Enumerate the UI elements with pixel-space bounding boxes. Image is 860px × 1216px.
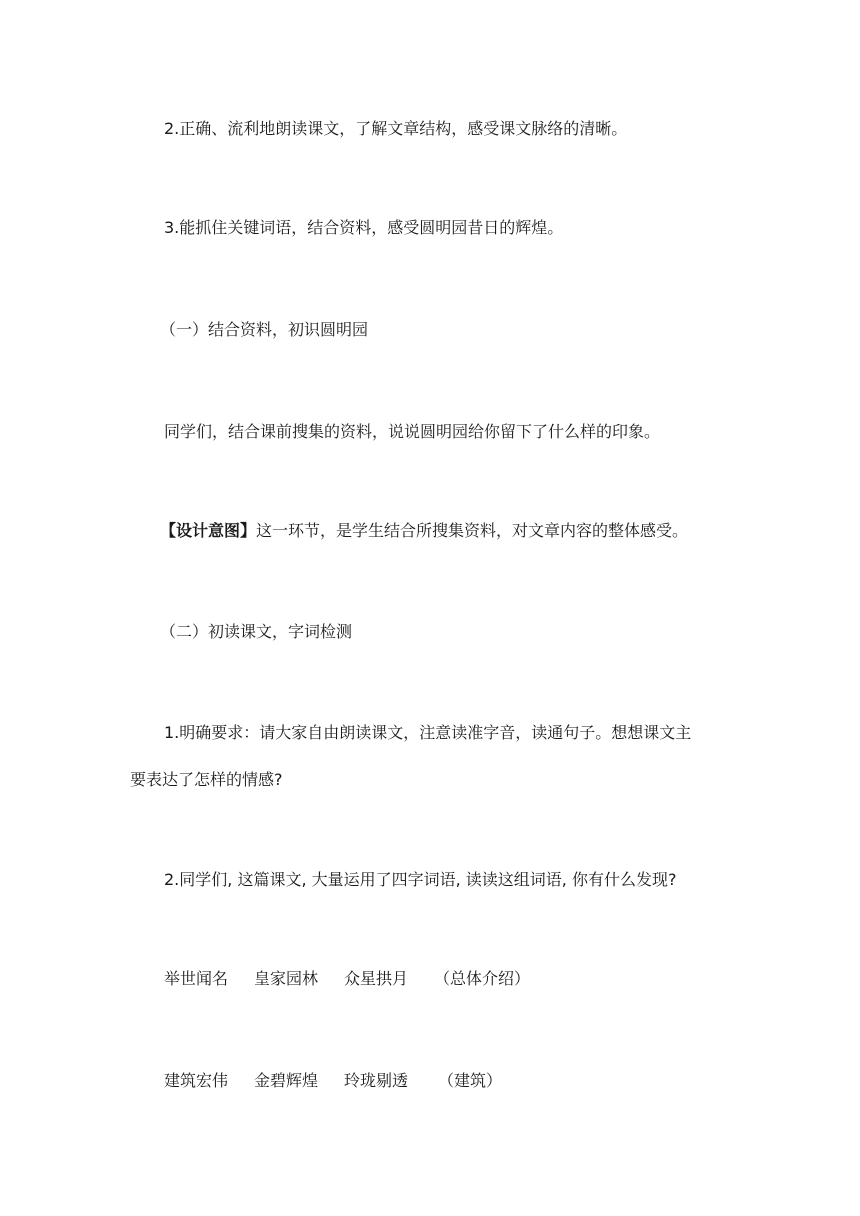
design-intent-label: 【设计意图】 xyxy=(160,521,257,540)
word-group-1 xyxy=(164,969,530,989)
objective-3: 3.能抓住关键词语，结合资料，感受圆明园昔日的辉煌。 xyxy=(164,218,564,237)
word: 举世闻名 xyxy=(164,969,229,988)
word: 众星拱月 xyxy=(344,969,409,988)
section-heading-1: （一）结合资料，初识圆明园 xyxy=(160,320,369,339)
question-line: 2.同学们, 这篇课文, 大量运用了四字词语, 读读这组词语, 你有什么发现? xyxy=(164,870,677,889)
word-group-note: （总体介绍） xyxy=(434,969,531,988)
word-group-note: （建筑） xyxy=(438,1071,503,1090)
word: 皇家园林 xyxy=(254,969,319,988)
word-group-2 xyxy=(164,1071,502,1091)
design-intent-text: 这一环节，是学生结合所搜集资料，对文章内容的整体感受。 xyxy=(256,521,689,540)
objective-2: 2.正确、流利地朗读课文，了解文章结构，感受课文脉络的清晰。 xyxy=(164,119,628,138)
requirement-line-1: 1.明确要求：请大家自由朗读课文，注意读准字音，读通句子。想想课文主 xyxy=(164,723,692,742)
design-intent xyxy=(160,521,688,541)
section-heading-2: （二）初读课文，字词检测 xyxy=(160,622,353,641)
word: 建筑宏伟 xyxy=(164,1071,229,1090)
paragraph-prompt: 同学们，结合课前搜集的资料，说说圆明园给你留下了什么样的印象。 xyxy=(164,422,661,441)
requirement-line-2: 要表达了怎样的情感? xyxy=(130,770,283,789)
word: 金碧辉煌 xyxy=(254,1071,319,1090)
word: 玲珑剔透 xyxy=(344,1071,409,1090)
